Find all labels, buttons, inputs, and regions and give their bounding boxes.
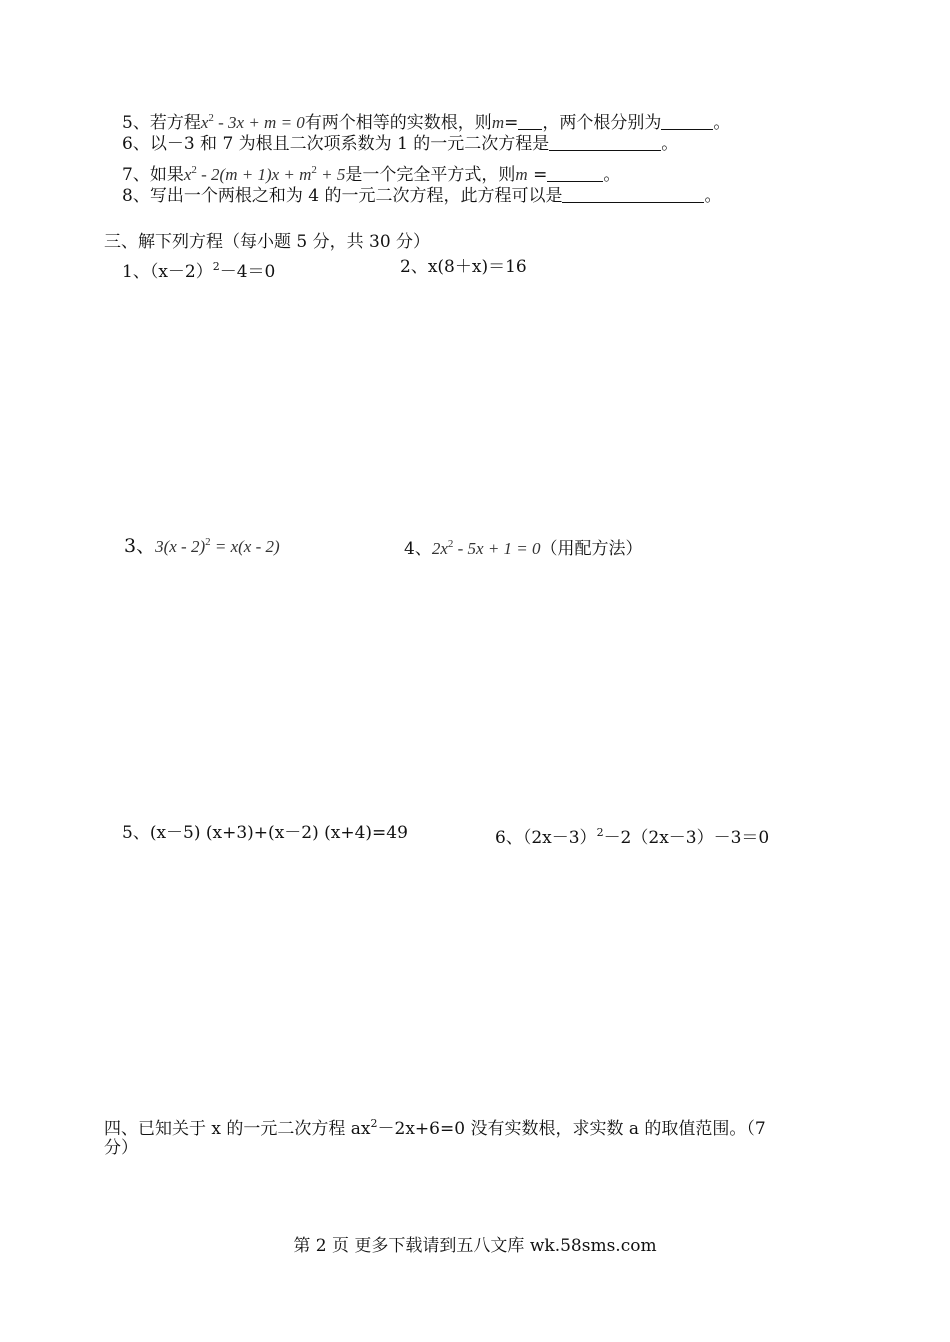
problem-3: 3、3(x - 2)$^2$ = x(x - 2) — [124, 535, 280, 557]
section-4-continued: 分） — [104, 1138, 138, 1158]
problem-1: 1、$(x-2)^2-4=0$ — [122, 260, 276, 282]
question-8: 8、写出一个两根之和为 4 的一元二次方程，此方程可以是 。 — [122, 186, 722, 206]
problem-2: 2、x(8＋x)＝16 — [400, 257, 527, 277]
answer-blank[interactable] — [518, 114, 542, 130]
answer-blank[interactable] — [661, 114, 713, 130]
question-6: 6、以－3 和 7 为根且二次项系数为 1 的一元二次方程是 。 — [122, 134, 679, 154]
problem-6: 6、$(2x-3)^2-2(2x-3)-3=0$ — [495, 826, 770, 848]
question-7: 7、如果$x^2 - 2(m + 1)x + m^2 + 5$是一个完全平方式，则m = 。 — [122, 164, 621, 185]
equation: $2x^2 - 5x + 1 = 0$ — [431, 538, 541, 558]
problem-5: 5、(x－5) (x+3)+(x－2) (x+4)=49 — [122, 823, 408, 843]
section-3-title: 三、解下列方程（每小题 5 分，共 30 分） — [104, 232, 431, 252]
equation: 3(x - 2)$^2$ = x(x - 2) — [155, 536, 280, 556]
equation: $x^2 - 3x + m = 0$ — [200, 112, 305, 132]
answer-blank[interactable] — [547, 166, 603, 182]
section-4-question: 四、已知关于 x 的一元二次方程 $ax^2-2x+6=0$ 没有实数根，求实数 a 的取值范围。（7 — [104, 1117, 766, 1139]
page-footer: 第 2 页 更多下载请到五八文库 wk.58sms.com — [293, 1236, 657, 1256]
problem-4: 4、$2x^2 - 5x + 1 = 0$（用配方法） — [404, 538, 643, 559]
equation: $x^2 - 2(m + 1)x + m^2 + 5$ — [183, 164, 346, 184]
answer-blank[interactable] — [562, 187, 704, 203]
question-5: 5、若方程$x^2 - 3x + m = 0$有两个相等的实数根，则m= ，两个根分别为 。 — [122, 112, 731, 133]
answer-blank[interactable] — [549, 135, 661, 151]
